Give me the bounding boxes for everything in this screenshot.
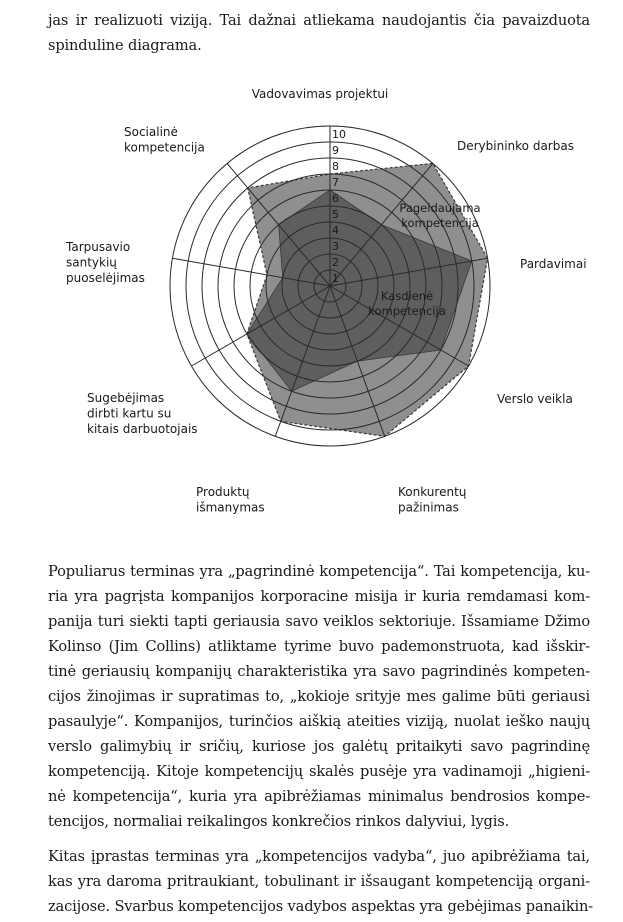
- text-line: verslo galimybių ir sričių, kuriose jos galėtų pritaikyti savo pagrindinę: [48, 738, 590, 755]
- series-label-line: Kasdienė: [380, 289, 434, 303]
- axis-label-line: Produktų: [196, 485, 250, 499]
- axis-label-line: išmanymas: [196, 500, 265, 515]
- text-line: kompetenciją. Kitoje kompetencijų skalės pusėje yra vadinamoji „higieni-: [48, 763, 590, 780]
- axis-label-line: Verslo veikla: [497, 392, 573, 406]
- tick-label: 5: [332, 208, 339, 221]
- text-line: pasaulyje“. Kompanijos, turinčios aiškią ateities viziją, nuolat ieško naujų: [48, 713, 590, 730]
- axis-label: [497, 392, 573, 406]
- tick-label: 9: [332, 144, 339, 157]
- axis-label-line: pažinimas: [398, 500, 459, 515]
- tick-label: 7: [332, 176, 339, 189]
- axis-label: [520, 257, 587, 271]
- axis-label: [87, 391, 198, 436]
- text-line: tencijos, normaliai reikalingos konkrečios rinkos dalyviui, lygis.: [48, 813, 510, 830]
- text-line: tinė geriausių kompanijų charakteristika yra savo pagrindinės kompeten-: [48, 663, 590, 680]
- text-line: spinduline diagrama.: [48, 37, 202, 54]
- text-line: jas ir realizuoti viziją. Tai dažnai atliekama naudojantis čia pavaizduota: [48, 12, 590, 29]
- axis-label-line: Derybininko darbas: [457, 139, 574, 153]
- text-line: cijos žinojimas ir supratimas to, „kokioje srityje mes galime būti geriausi: [48, 688, 590, 705]
- axis-label: [196, 485, 265, 515]
- tick-label: 1: [332, 272, 339, 285]
- axis-label-line: kitais darbuotojais: [87, 422, 198, 436]
- axis-label-line: Sugebėjimas: [87, 391, 165, 405]
- text-line: panija turi siekti tapti geriausia savo veiklos sektoriuje. Išsamiame Džimo: [48, 613, 590, 630]
- tick-label: 8: [332, 160, 339, 173]
- text-line: Kitas įprastas terminas yra „kompetencijos vadyba“, juo apibrėžiama tai,: [48, 848, 590, 865]
- series-label: [399, 201, 480, 230]
- series-label-line: Pageidaujama: [399, 201, 481, 215]
- axis-label: [124, 125, 205, 155]
- text-line: kas yra daroma pritraukiant, tobulinant ir išsaugant kompetenciją organi-: [48, 873, 590, 890]
- axis-label-line: Pardavimai: [520, 257, 587, 271]
- text-line: Kolinso (Jim Collins) atliktame tyrime buvo pademonstruota, kad išskir-: [48, 638, 590, 655]
- axis-label: [457, 139, 574, 153]
- axis-label-line: puoselėjimas: [66, 271, 145, 285]
- series-label-line: kompetencija: [401, 216, 479, 230]
- axis-label: [398, 485, 467, 515]
- text-line: zacijose. Svarbus kompetencijos vadybos aspektas yra gebėjimas panaikin-: [48, 898, 594, 915]
- tick-label: 4: [332, 224, 339, 237]
- text-line: ria yra pagrįsta kompanijos korporacine misija ir kuria remdamasi kom-: [48, 588, 590, 605]
- text-line: nė kompetencija“, kuria yra apibrėžiamas minimalus bendrosios kompe-: [48, 788, 590, 805]
- axis-label-line: santykių: [66, 255, 117, 270]
- axis-label-line: dirbti kartu su: [87, 406, 172, 421]
- series-label-line: kompetencija: [368, 304, 446, 318]
- axis-label: [252, 87, 389, 101]
- axis-label-line: Konkurentų: [398, 485, 467, 499]
- axis-label-line: Vadovavimas projektui: [251, 87, 389, 101]
- tick-label: 6: [332, 192, 339, 205]
- axis-label-line: Tarpusavio: [66, 240, 131, 254]
- text-line: Populiarus terminas yra „pagrindinė kompetencija“. Tai kompetencija, ku-: [48, 563, 590, 580]
- axis-label-line: kompetencija: [124, 140, 205, 155]
- tick-label: 3: [332, 240, 339, 253]
- tick-label: 2: [332, 256, 339, 269]
- tick-label: 10: [332, 128, 346, 141]
- axis-label: [65, 240, 145, 285]
- axis-label-line: Socialinė: [124, 125, 178, 139]
